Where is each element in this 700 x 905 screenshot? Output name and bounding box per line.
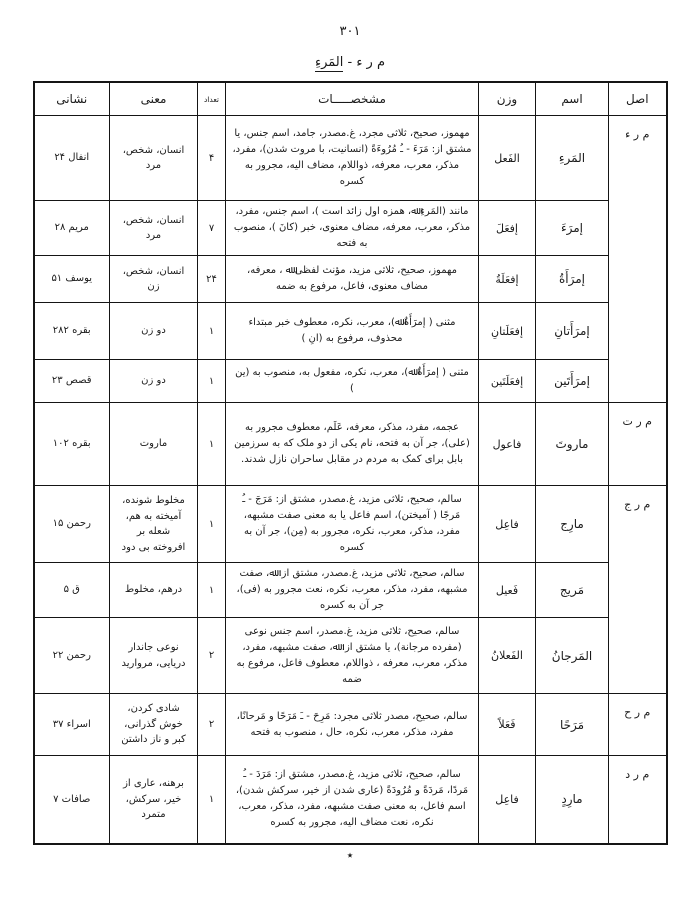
meaning-cell: ماروت [110,403,198,486]
pattern-cell: فاعِل [479,486,536,563]
count-cell: ۱ [198,756,226,844]
noun-cell: مَریج [536,563,609,618]
table-row [34,694,667,756]
title-separator: - [343,55,357,70]
table-row [34,403,667,486]
meaning-cell: دو زن [110,303,198,360]
details-cell: سالم، صحیح، ثلاثی مزید، غ.مصدر، مشتق از: ﷲ، صفت مشبهه، مفرد، مذکر، معرب، نکره، نعت مجرور به (فی)، جر آن به کسره [226,563,479,618]
root-cell: م ر ء [609,116,667,403]
reference-cell: صافات ۷ [34,756,110,844]
noun-cell: المَرءِ [536,116,609,201]
footer-asterisk: ٭ [346,847,354,862]
count-cell: ۲ [198,618,226,694]
noun-cell: مَرَحًا [536,694,609,756]
noun-cell: المَرجانُ [536,618,609,694]
count-cell: ۱ [198,563,226,618]
details-cell: عجمه، مفرد، مذکر، معرفه، عَلَم، معطوف مجرور به (علی)، جر آن به فتحه، نام یکی از دو ملک که به سرزمین بابل برای کمک به مردم در مقابل ساحران نازل شدند. [226,403,479,486]
count-cell: ۱ [198,486,226,563]
column-header-count: تعداد [198,82,226,116]
noun-cell: مارِج [536,486,609,563]
noun-cell: مارِدٍ [536,756,609,844]
table-row [34,256,667,303]
table-row [34,303,667,360]
pattern-cell: إفعَلَ [479,201,536,256]
pattern-cell: فَعَلاً [479,694,536,756]
page-title [0,55,700,70]
count-cell: ۲۴ [198,256,226,303]
details-cell: سالم، صحیح، ثلاثی مزید، غ.مصدر، اسم جنس نوعی (مفرده مرجانة)، یا مشتق از: ﷲ، صفت مشبهه، مفرد، مذکر، معرب، معرفه ، ذواللام، معطوف فاعل، مرفوع به ضمه [226,618,479,694]
meaning-cell: برهنه، عاری از خیر، سرکش، متمرد [110,756,198,844]
noun-cell: إمرَأَتَین [536,360,609,403]
details-cell: سالم، صحیح، ثلاثی مزید، غ.مصدر، مشتق از: مَرَدَ - ـُ مَردًا، مَردَةً و مُرُودَةً (عاری شدن از خیر، سرکش شدن)، اسم فاعل، به معنی صفت مشبهه، مفرد، مذکر، معرب، نکره، نعت مضاف الیه، مجرور به کسره [226,756,479,844]
pattern-cell: فاعِل [479,756,536,844]
table-row [34,360,667,403]
details-cell: مثنی ( إمرَأَةٌ ﷲ)، معرب، نکره، معطوف خبر مبتداء محذوف، مرفوع به (انِ ) [226,303,479,360]
count-cell: ۱ [198,403,226,486]
column-header-meaning: معنی [110,82,198,116]
count-cell: ۲ [198,694,226,756]
reference-cell: بقره ۲۸۲ [34,303,110,360]
root-cell: م ر ج [609,486,667,694]
column-header-noun: اسم [536,82,609,116]
table-row [34,563,667,618]
details-cell: مهموز، صحیح، ثلاثی مجرد، غ.مصدر، جامد، اسم جنس، یا مشتق از: مَرَءَ - ـُ مُرُوءَةً (انسانیت، با مروت شدن)، مفرد، مذکر، معرب، معرفه، ذواللام، مضاف الیه، مجرور به کسره [226,116,479,201]
table-row [34,618,667,694]
column-header-root: اصل [609,82,667,116]
count-cell: ۴ [198,116,226,201]
root-cell: م ر ت [609,403,667,486]
root-cell: م ر د [609,756,667,844]
reference-cell: رحمن ۱۵ [34,486,110,563]
column-header-pattern: وزن [479,82,536,116]
pattern-cell: فاعول [479,403,536,486]
reference-cell: قصص ۲۳ [34,360,110,403]
reference-cell: یوسف ۵۱ [34,256,110,303]
title-root: م ر ء [356,55,386,70]
meaning-cell: شادی کردن، خوش گذرانی، کبر و ناز داشتن [110,694,198,756]
meaning-cell: انسان، شخص، مرد [110,116,198,201]
details-cell: سالم، صحیح، ثلاثی مزید، غ.مصدر، مشتق از: مَرَجَ - ـُ مَرجًا ( آمیختن)، اسم فاعل یا به معنی صفت مشبهه، مفرد، مذکر، معرب، نکره، مجرور به (مِن)، جر آن به کسره [226,486,479,563]
pattern-cell: إفعَلَةُ [479,256,536,303]
lexicon-table [33,81,668,845]
header-row [34,82,667,116]
title-word: المَرءِ [314,55,344,70]
table-row [34,201,667,256]
pattern-cell: الفَعل [479,116,536,201]
meaning-cell: انسان، شخص، زن [110,256,198,303]
details-cell: مهموز، صحیح، ثلاثی مزید، مؤنث لفظی ﷲ ، معرفه، مضاف معنوی، فاعل، مرفوع به ضمه [226,256,479,303]
table-row [34,486,667,563]
count-cell: ۱ [198,303,226,360]
column-header-details: مشخصـــــات [226,82,479,116]
reference-cell: انفال ۲۴ [34,116,110,201]
meaning-cell: نوعی جاندار دریایی، مروارید [110,618,198,694]
reference-cell: ق ۵ [34,563,110,618]
meaning-cell: درهم، مخلوط [110,563,198,618]
count-cell: ۱ [198,360,226,403]
meaning-cell: دو زن [110,360,198,403]
noun-cell: إمرَأَةُ [536,256,609,303]
meaning-cell: مخلوط شونده، آمیخته به هم، شعله بر افروخته بی دود [110,486,198,563]
details-cell: مثنی ( إمرَأَةٌ ﷲ)، معرب، نکره، مفعول به، منصوب به (ین ) [226,360,479,403]
count-cell: ۷ [198,201,226,256]
details-cell: سالم، صحیح، مصدر ثلاثی مجرد: مَرِحَ - ـَ مَرَحًا و مَرحانًا، مفرد، مذکر، معرب، نکره، حال ، منصوب به فتحه [226,694,479,756]
table-row [34,756,667,844]
reference-cell: بقره ۱۰۲ [34,403,110,486]
details-cell: مانند (المَرءِ ﷲ، همزه اول زائد است )، اسم جنس، مفرد، مذکر، معرب، معرفه، مضاف معنوی، خبر (کانَ )، منصوب به فتحه [226,201,479,256]
pattern-cell: إفعَلَتانِ [479,303,536,360]
noun-cell: إمرَأَتانِ [536,303,609,360]
column-header-reference: نشانی [34,82,110,116]
pattern-cell: إفعَلَتَین [479,360,536,403]
pattern-cell: فَعیل [479,563,536,618]
reference-cell: رحمن ۲۲ [34,618,110,694]
noun-cell: إمرَءَ [536,201,609,256]
table-row [34,116,667,201]
meaning-cell: انسان، شخص، مرد [110,201,198,256]
reference-cell: مریم ۲۸ [34,201,110,256]
pattern-cell: الفَعلانُ [479,618,536,694]
root-cell: م ر ح [609,694,667,756]
noun-cell: ماروتَ [536,403,609,486]
page-number: ٣٠١ [339,24,361,39]
reference-cell: اسراء ۳۷ [34,694,110,756]
